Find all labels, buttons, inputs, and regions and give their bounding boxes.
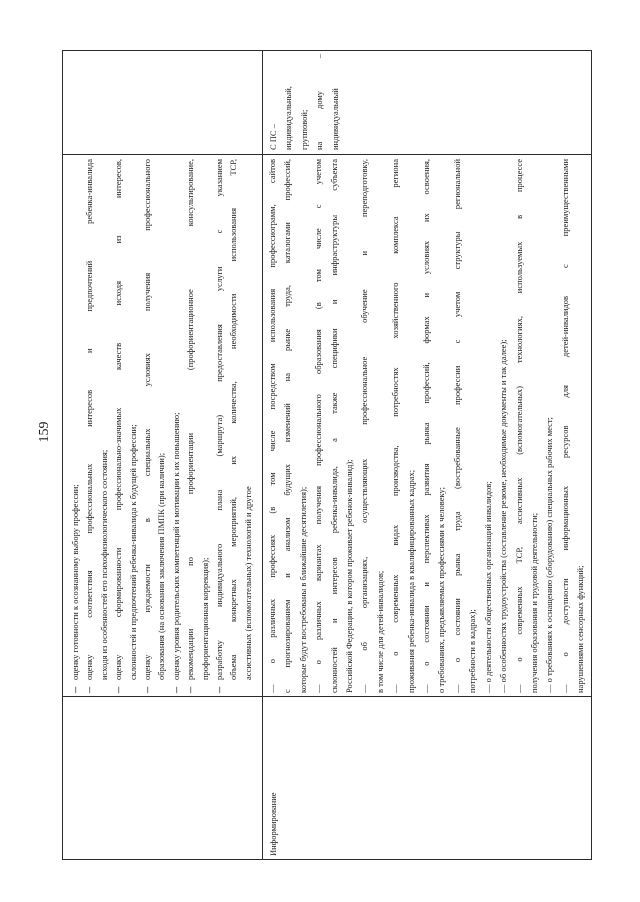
page-number: 159	[37, 421, 52, 443]
cell-row2-col3	[262, 50, 592, 155]
text-line: — об особенностях трудоустройства (составление резюме, необходимые документы и так далее);	[498, 339, 509, 693]
dash-marker: –	[68, 686, 82, 693]
text-line: — о состоянии и перспективах развития рынка профессий, формах и условиях их освоения,	[421, 159, 432, 693]
list-item-text	[265, 159, 311, 693]
cell-row2-col1	[262, 697, 592, 860]
text-line: оценку готовности к осознанному выбору профессии;	[70, 484, 80, 680]
dash-marker: –	[183, 686, 198, 693]
list-item-text	[496, 159, 511, 693]
list-item	[265, 159, 311, 693]
list-item-text	[558, 159, 589, 693]
list-item	[419, 159, 450, 693]
list-item	[311, 159, 357, 693]
text-line: С ПС –	[268, 124, 278, 150]
list-item-text	[419, 159, 450, 693]
text-line: нарушениями сенсорных функций;	[575, 565, 586, 693]
list-item-text	[481, 159, 496, 693]
text-line: профориентационная коррекция);	[199, 557, 210, 680]
text-line: индивидуальный	[329, 88, 340, 150]
text-line: образования (на основании заключения ПМПК (при наличии);	[156, 452, 167, 680]
text-line: Российской Федерации, в котором проживает ребенок-инвалид);	[344, 459, 355, 693]
list-item-text	[357, 159, 388, 693]
text-line: склонностей и предпочтений ребенка-инвалида к будущей профессии;	[127, 424, 138, 680]
text-line: которые будут востребованы в ближайшие десятилетия);	[297, 486, 308, 693]
list-item-text	[311, 159, 357, 693]
text-line: оценку соответствия профессиональных интересов и предпочтений ребенка-инвалида	[84, 159, 95, 680]
list-item	[140, 159, 169, 693]
list-item-text	[542, 159, 557, 693]
text-line: индивидуальный,	[283, 86, 294, 150]
text-line: оценку сформированности профессионально-значимых качеств исходя из интересов,	[113, 159, 124, 680]
text-line: — о различных профессиях (в том числе посредством использования профессиограмм, сайтов	[267, 159, 277, 693]
text-line: склонностей и интересов ребенка-инвалида, а также специфики и инфраструктуры субъекта	[328, 159, 339, 693]
text-line: в том числе для детей-инвалидов;	[374, 570, 385, 693]
list-item-text	[183, 159, 212, 680]
text-line: разработку индивидуального плана (маршрута) предоставления услуги с указанием	[214, 159, 225, 680]
text-line: оценку уровня родительских компетенций и мотивации к их повышению;	[170, 412, 181, 680]
text-line: групповой;	[298, 109, 309, 150]
text-line: получения образования и трудовой деятельности;	[528, 512, 539, 693]
text-line: на дому –	[314, 54, 325, 150]
dash-marker: –	[82, 686, 97, 693]
list-item	[357, 159, 388, 693]
text-line: объема конкретных мероприятий, их количества, необходимости использования ТСР,	[228, 159, 239, 680]
cell-row1-col1	[62, 697, 262, 860]
text-line: о требованиях, предъявляемых профессиями к человеку;	[436, 487, 447, 693]
list-item	[481, 159, 496, 693]
text-line: потребности в кадрах);	[467, 609, 478, 693]
text-line: — о доступности информационных ресурсов для детей-инвалидов с преимущественными	[559, 159, 570, 693]
text-line: проживания ребенка-инвалида в квалифицированных кадрах;	[405, 469, 416, 693]
text-line: оценку нуждаемости в специальных условиях получения профессионального	[142, 159, 153, 680]
list-item-text	[212, 159, 255, 680]
dash-marker: –	[140, 686, 155, 693]
list-item-text	[450, 159, 481, 693]
text-line: — о состоянии рынка труда (востребованные профессии с учетом структуры региональной	[451, 159, 462, 693]
dash-marker: –	[212, 686, 227, 693]
list-item	[496, 159, 511, 693]
list-item	[169, 159, 183, 693]
list-item	[68, 159, 82, 693]
list-item	[388, 159, 419, 693]
cell-row2-col2	[262, 155, 592, 697]
list-item-text	[82, 159, 111, 680]
list-item-text	[68, 159, 82, 680]
text-line: — об организациях, осуществляющих профессиональное обучение и переподготовку,	[359, 159, 370, 693]
cell-row1-col3	[62, 50, 262, 155]
text-line: — о современных видах производства, потребностях хозяйственного комплекса региона	[390, 159, 401, 693]
list-item	[450, 159, 481, 693]
list-item-text	[388, 159, 419, 693]
cell-row1-col2	[62, 155, 262, 697]
text-line: — о современных ТСР, ассистивных (вспомогательных) технологиях, используемых в процессе	[513, 159, 524, 693]
text-line: с прогнозированием и анализом будущих изменений на рынке труда, каталогами профессий,	[282, 159, 293, 693]
list-item-text	[111, 159, 140, 680]
list-item	[212, 159, 255, 693]
row-heading: Информирование	[268, 792, 278, 856]
text-line: исходя из особенностей его психофизиологического состояния;	[98, 449, 109, 680]
list-item-text	[169, 159, 183, 680]
list-item-text	[140, 159, 169, 680]
text-line: — о деятельности общественных организаций инвалидов;	[482, 481, 493, 693]
list-item	[82, 159, 111, 693]
text-line: рекомендации по профориентации (профориентационное консультирование,	[185, 159, 196, 680]
list-item	[512, 159, 543, 693]
list-item-text	[512, 159, 543, 693]
list-item	[542, 159, 557, 693]
dash-marker: –	[168, 686, 183, 693]
dash-marker: –	[111, 686, 126, 693]
text-line: — о требованиях к оснащению (оборудованию) специальных рабочих мест;	[544, 417, 555, 693]
list-item	[183, 159, 212, 693]
text-line: — о различных вариантах получения профессионального образования (в том числе с учетом	[313, 159, 324, 693]
list-item	[111, 159, 140, 693]
text-line: ассистивных (вспомогательных) технологий и другое	[242, 486, 253, 680]
list-item	[558, 159, 589, 693]
